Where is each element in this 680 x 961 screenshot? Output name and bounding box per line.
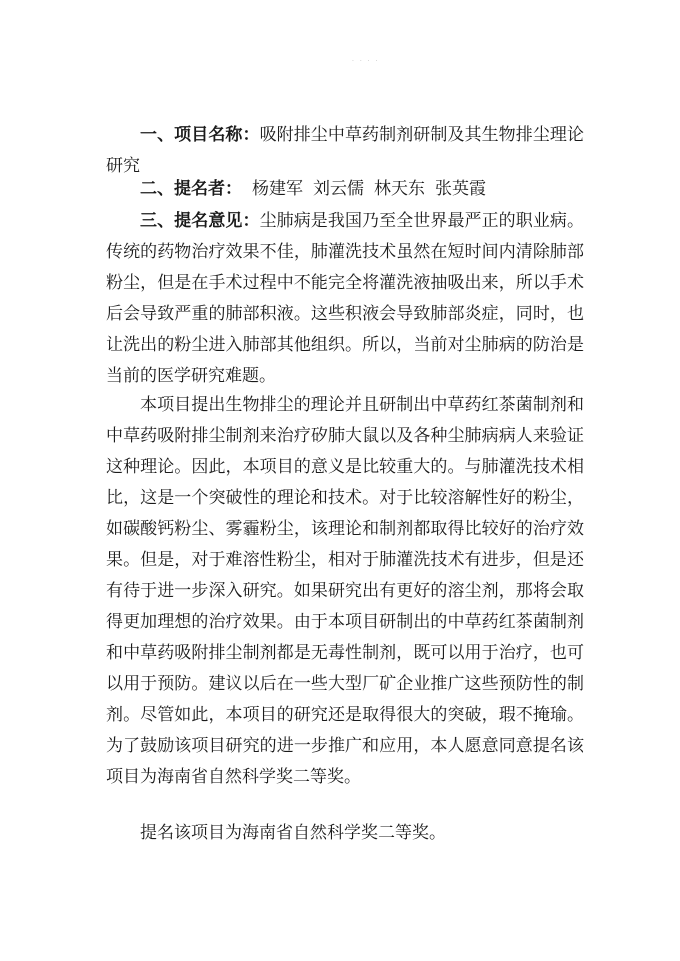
- nominator-name: 张英霞: [435, 179, 486, 199]
- nomination-conclusion: 提名该项目为海南省自然科学奖二等奖。: [140, 823, 446, 843]
- header-mark: · · · ·: [352, 58, 380, 65]
- nominators-label: 二、提名者：: [140, 179, 242, 199]
- opinion-paragraph-2: 本项目提出生物排尘的理论并且研制出中草药红茶菌制剂和中草药吸附排尘制剂来治疗矽肺大鼠以及各种尘肺病病人来验证这种理论。因此，本项目的意义是比较重大的。与肺灌洗技术相比，这是一个突破性的理论和技术。对于比较溶解性好的粉尘，如碳酸钙粉尘、雾霾粉尘，该理论和制剂都取得比较好的治疗效果。但是，对于难溶性粉尘，相对于肺灌洗技术有进步，但是还有待于进一步深入研究。如果研究出有更好的溶尘剂，那将会取得更加理想的治疗效果。由于本项目研制出的中草药红茶菌制剂和中草药吸附排尘制剂都是无毒性制剂，既可以用于治疗，也可以用于预防。建议以后在一些大型厂矿企业推广这些预防性的制剂。尽管如此，本项目的研究还是取得很大的突破，瑕不掩瑜。为了鼓励该项目研究的进一步推广和应用，本人愿意同意提名该项目为海南省自然科学奖二等奖。: [106, 395, 584, 787]
- nominator-name: 刘云儒: [313, 179, 364, 199]
- nominators-section: [106, 174, 584, 205]
- nomination-opinion-section: [106, 206, 584, 392]
- nomination-opinion-label: 三、提名意见：: [140, 211, 260, 231]
- project-name-label: 一、项目名称：: [140, 125, 260, 145]
- nominator-name: 杨建军: [252, 179, 303, 199]
- project-name-text: 吸附排尘中草药制剂研制及其生物排尘理论研究: [106, 125, 585, 176]
- nominator-name: 林天东: [374, 179, 425, 199]
- project-name-section: [106, 120, 584, 182]
- opinion-paragraph-1: 尘肺病是我国乃至全世界最严正的职业病。传统的药物治疗效果不佳，肺灌洗技术虽然在短时间内清除肺部粉尘，但是在手术过程中不能完全将灌洗液抽吸出来，所以手术后会导致严重的肺部积液。这些积液会导致肺部炎症，同时，也让洗出的粉尘进入肺部其他组织。所以，当前对尘肺病的防治是当前的医学研究难题。: [106, 211, 585, 386]
